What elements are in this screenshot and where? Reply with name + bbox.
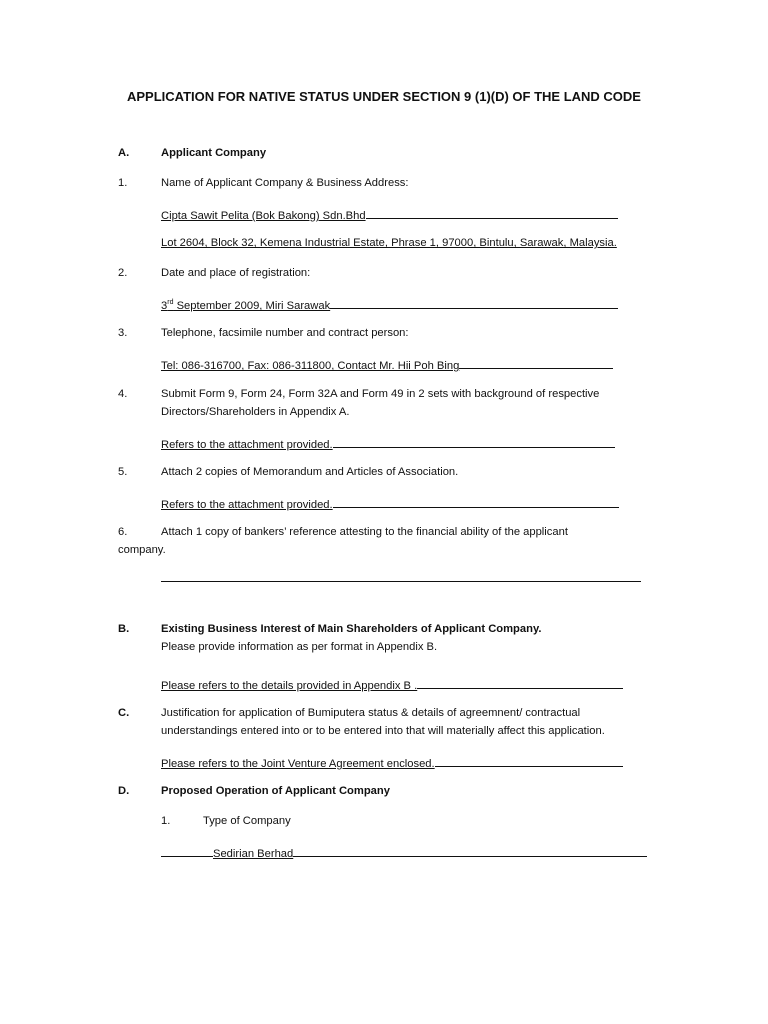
document-title: APPLICATION FOR NATIVE STATUS UNDER SECTION 9 (1)(D) OF THE LAND CODE	[127, 89, 641, 104]
section-b-answer-text: Please refers to the details provided in Appendix B .	[161, 680, 418, 692]
section-a-heading: Applicant Company	[161, 147, 267, 159]
question-6-text-line1: Attach 1 copy of bankers’ reference attesting to the financial ability of the applicant	[161, 526, 568, 538]
answer-5	[161, 495, 619, 512]
question-1-number: 1.	[118, 177, 128, 189]
section-b-heading: Existing Business Interest of Main Shareholders of Applicant Company.	[161, 623, 542, 635]
answer-4	[161, 435, 615, 452]
section-a-letter: A.	[118, 147, 130, 159]
answer-2-text	[161, 300, 330, 312]
question-3-text: Telephone, facsimile number and contract person:	[161, 327, 409, 339]
section-b-letter: B.	[118, 623, 130, 635]
answer-4-text: Refers to the attachment provided.	[161, 439, 333, 451]
fill-line	[459, 356, 613, 369]
question-2-text: Date and place of registration:	[161, 267, 311, 279]
question-5-number: 5.	[118, 466, 128, 478]
answer-5-text: Refers to the attachment provided.	[161, 499, 333, 511]
question-4-number: 4.	[118, 388, 128, 400]
section-b-text: Please provide information as per format in Appendix B.	[161, 641, 438, 653]
question-5-text: Attach 2 copies of Memorandum and Articles of Association.	[161, 466, 459, 478]
section-b-answer	[161, 676, 623, 693]
section-c-answer-text: Please refers to the Joint Venture Agreement enclosed.	[161, 758, 435, 770]
question-6-text-line2: company.	[118, 544, 166, 556]
question-2-number: 2.	[118, 267, 128, 279]
fill-line	[366, 206, 618, 219]
section-d-question-1-number: 1.	[161, 815, 171, 827]
fill-line	[435, 754, 623, 767]
section-c-letter: C.	[118, 707, 130, 719]
question-4-text-line2: Directors/Shareholders in Appendix A.	[161, 406, 350, 418]
section-d-question-1-text: Type of Company	[203, 815, 291, 827]
section-d-heading: Proposed Operation of Applicant Company	[161, 785, 390, 797]
fill-line	[333, 435, 615, 448]
section-d-answer-1	[161, 844, 647, 861]
question-3-number: 3.	[118, 327, 128, 339]
fill-line	[330, 296, 618, 309]
fill-line	[161, 844, 213, 857]
section-d-answer-1-text: Sedirian Berhad	[213, 848, 294, 860]
answer-3-contact-text: Tel: 086-316700, Fax: 086-311800, Contact Mr. Hii Poh Bing	[161, 360, 460, 372]
fill-line	[293, 844, 647, 857]
answer-6-blank-line	[161, 581, 641, 582]
fill-line	[333, 495, 619, 508]
answer-2-registration	[161, 296, 618, 313]
section-c-text-line2: understandings entered into or to be entered into that will materially affect this application.	[161, 725, 605, 737]
question-1-text: Name of Applicant Company & Business Address:	[161, 177, 409, 189]
section-c-text-line1: Justification for application of Bumiputera status & details of agreemnent/ contractual	[161, 707, 581, 719]
section-d-letter: D.	[118, 785, 130, 797]
answer-1-company-name-text: Cipta Sawit Pelita (Bok Bakong) Sdn.Bhd	[161, 210, 366, 222]
answer-2-ordinal: rd	[167, 299, 174, 306]
fill-line	[417, 676, 623, 689]
answer-1-company-name	[161, 206, 618, 223]
answer-3-contact	[161, 356, 613, 373]
question-6-number: 6.	[118, 526, 128, 538]
section-c-answer	[161, 754, 623, 771]
question-4-text-line1: Submit Form 9, Form 24, Form 32A and Form 49 in 2 sets with background of respective	[161, 388, 600, 400]
answer-1-address: Lot 2604, Block 32, Kemena Industrial Estate, Phrase 1, 97000, Bintulu, Sarawak, Malaysia.	[161, 237, 617, 249]
answer-2-rest: September 2009, Miri Sarawak	[173, 300, 331, 312]
answer-2-day: 3	[161, 300, 168, 312]
